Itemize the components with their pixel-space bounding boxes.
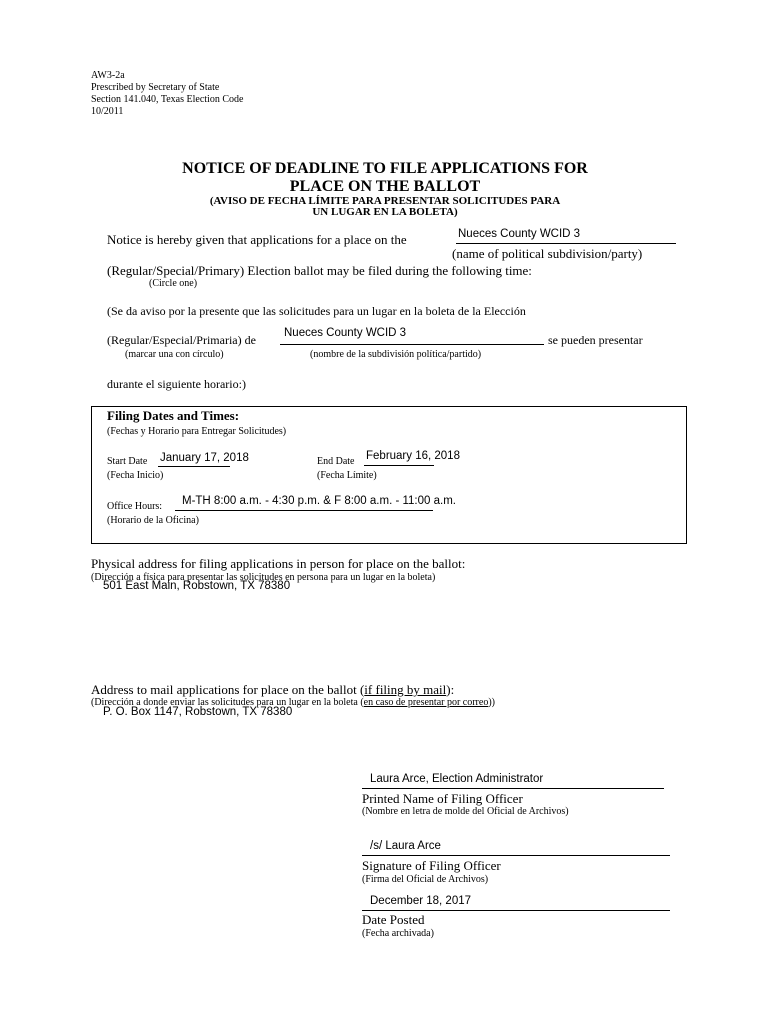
spanish-circle-caption: (marcar una con círculo) <box>125 349 224 360</box>
mail-address-label <box>91 682 454 698</box>
page-title-line2: PLACE ON THE BALLOT <box>289 178 481 195</box>
start-date-value: January 17, 2018 <box>160 452 249 464</box>
end-date-spanish: (Fecha Límite) <box>317 470 377 481</box>
start-date-underline <box>158 466 230 467</box>
office-hours-label: Office Hours: <box>107 501 163 512</box>
code-section: Section 141.040, Texas Election Code <box>91 94 244 105</box>
start-date-label: Start Date <box>107 456 148 467</box>
notice-intro: Notice is hereby given that applications for a place on the <box>107 232 407 247</box>
subdivision-underline <box>456 243 676 244</box>
spanish-subdivision-underline <box>280 344 544 345</box>
printed-name-underline <box>362 788 664 789</box>
prescribed-by: Prescribed by Secretary of State <box>91 82 220 93</box>
spanish-election: (Regular/Especial/Primaria) de <box>107 333 256 347</box>
mail-label-post: ): <box>446 682 455 697</box>
date-posted-underline <box>362 910 670 911</box>
form-date: 10/2011 <box>91 106 124 117</box>
printed-name-value: Laura Arce, Election Administrator <box>370 773 544 785</box>
physical-address-spanish: (Dirección a física para presentar las solicitudes en persona para un lugar en la boleta) <box>91 572 436 583</box>
mail-spanish-pre: (Dirección a donde enviar las solicitudes para un lugar en la boleta ( <box>91 697 364 708</box>
mail-label-underlined: if filing by mail <box>364 682 447 697</box>
physical-address-label: Physical address for filing applications in person for place on the ballot: <box>91 556 466 571</box>
physical-address-value: 501 East Main, Robstown, TX 78380 <box>103 580 291 592</box>
spanish-schedule: durante el siguiente horario:) <box>107 377 246 391</box>
office-hours-underline <box>175 510 433 511</box>
office-hours-value: M-TH 8:00 a.m. - 4:30 p.m. & F 8:00 a.m. - 11:00 a.m. <box>182 495 456 507</box>
subdivision-caption: (name of political subdivision/party) <box>452 246 643 261</box>
spanish-tail: se pueden presentar <box>548 333 643 347</box>
subdivision-value: Nueces County WCID 3 <box>458 228 581 240</box>
election-line: (Regular/Special/Primary) Election ballot may be filed during the following time: <box>107 263 532 278</box>
signature-value: /s/ Laura Arce <box>370 840 441 852</box>
date-posted-label: Date Posted <box>362 912 425 927</box>
signature-spanish: (Firma del Oficial de Archivos) <box>362 874 489 885</box>
date-posted-value: December 18, 2017 <box>370 895 472 907</box>
mail-spanish-post: )) <box>488 697 496 708</box>
start-date-spanish: (Fecha Inicio) <box>107 470 164 481</box>
end-date-underline <box>364 465 434 466</box>
page-title-spanish: (AVISO DE FECHA LÍMITE PARA PRESENTAR SOLICITUDES PARA <box>209 195 561 207</box>
printed-name-spanish: (Nombre en letra de molde del Oficial de Archivos) <box>362 806 569 817</box>
mail-address-value: P. O. Box 1147, Robstown, TX 78380 <box>103 706 293 718</box>
spanish-subdivision-caption: (nombre de la subdivisión política/partido) <box>310 349 482 360</box>
form-number: AW3-2a <box>91 70 125 81</box>
date-posted-spanish: (Fecha archivada) <box>362 928 434 939</box>
signature-label: Signature of Filing Officer <box>362 858 501 873</box>
circle-one-caption: (Circle one) <box>149 278 198 289</box>
page-title: NOTICE OF DEADLINE TO FILE APPLICATIONS FOR <box>182 160 588 177</box>
page-title-spanish-line2: UN LUGAR EN LA BOLETA) <box>312 206 458 218</box>
filing-heading-spanish: (Fechas y Horario para Entregar Solicitudes) <box>107 426 287 437</box>
spanish-intro: (Se da aviso por la presente que las solicitudes para un lugar en la boleta de la Elección <box>107 304 526 318</box>
spanish-subdivision-value: Nueces County WCID 3 <box>284 327 407 339</box>
mail-label-pre: Address to mail applications for place on the ballot ( <box>91 682 365 697</box>
filing-heading: Filing Dates and Times: <box>107 408 240 423</box>
office-hours-spanish: (Horario de la Oficina) <box>107 515 199 526</box>
signature-underline <box>362 855 670 856</box>
end-date-value: February 16, 2018 <box>366 450 460 462</box>
end-date-label: End Date <box>317 456 355 467</box>
form-header <box>91 70 243 118</box>
printed-name-label: Printed Name of Filing Officer <box>362 791 523 806</box>
mail-spanish-underlined: en caso de presentar por correo <box>363 697 489 708</box>
